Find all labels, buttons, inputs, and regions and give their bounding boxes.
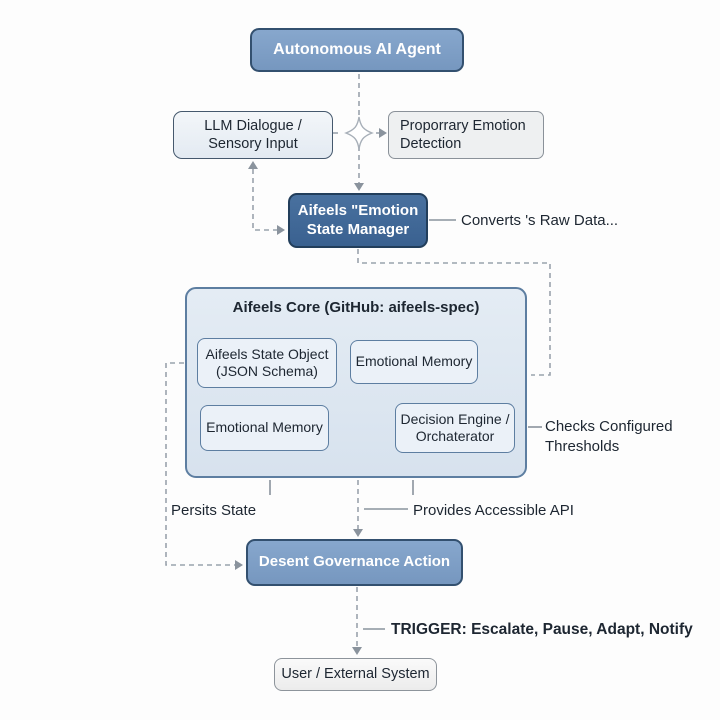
node-aifeels-state-object bbox=[197, 338, 337, 388]
node-label-line2: (JSON Schema) bbox=[216, 363, 318, 379]
node-label-line2: State Manager bbox=[306, 220, 410, 238]
arrow-into-governance-top bbox=[353, 529, 363, 537]
node-label-line1: Decision Engine / bbox=[400, 410, 510, 427]
node-emotion-state-manager bbox=[288, 193, 428, 248]
node-label: Emotional Memory bbox=[355, 353, 473, 370]
llm-statemanager-elbow bbox=[253, 169, 277, 230]
node-label-line2: Sensory Input bbox=[208, 136, 298, 152]
annotation-provides-api: Provides Accessible API bbox=[413, 502, 574, 519]
node-label-line1: Proporrary Emotion bbox=[400, 117, 526, 134]
annotation-line2: Thresholds bbox=[545, 438, 620, 456]
annotation-line1: Checks Configured bbox=[545, 418, 673, 435]
arrow-down-into-statemanager bbox=[354, 183, 364, 191]
node-label-line1: Aifeels "Emotion bbox=[297, 201, 419, 219]
node-autonomous-ai-agent bbox=[250, 28, 464, 72]
annotation-trigger: TRIGGER: Escalate, Pause, Adapt, Notify bbox=[391, 621, 693, 638]
node-label-line2: Orchaterator bbox=[415, 428, 495, 444]
sparkle-icon bbox=[346, 117, 372, 149]
node-label-line2: Detection bbox=[400, 136, 462, 152]
node-user-external-system bbox=[274, 658, 437, 691]
arrow-into-governance-left bbox=[235, 560, 243, 570]
node-label-line1: LLM Dialogue / bbox=[204, 117, 302, 134]
node-label: Emotional Memory bbox=[206, 419, 323, 436]
node-label-line1: Aifeels State Object bbox=[205, 345, 329, 362]
node-emotion-detection bbox=[388, 111, 544, 159]
node-emotional-memory-left bbox=[200, 405, 329, 451]
panel-title: Aifeels Core (GitHub: aifeels-spec) bbox=[232, 299, 480, 316]
node-governance-action bbox=[246, 539, 463, 586]
annotation-persists-state: Persits State bbox=[171, 502, 257, 519]
node-label: Desent Governance Action bbox=[258, 553, 451, 571]
node-emotional-memory-top bbox=[350, 340, 478, 384]
node-label: Autonomous AI Agent bbox=[273, 41, 441, 58]
annotation-checks-thresholds bbox=[545, 417, 673, 458]
arrow-into-detection bbox=[379, 128, 387, 138]
arrow-into-statemanager-left bbox=[277, 225, 285, 235]
annotation-converts-raw-data: Converts 's Raw Data... bbox=[461, 212, 619, 229]
node-llm-dialogue-sensory-input bbox=[173, 111, 333, 159]
node-label: User / External System bbox=[281, 666, 430, 683]
arrow-into-user-system bbox=[352, 647, 362, 655]
node-decision-engine bbox=[395, 403, 515, 453]
arrow-up-into-llm bbox=[248, 161, 258, 169]
